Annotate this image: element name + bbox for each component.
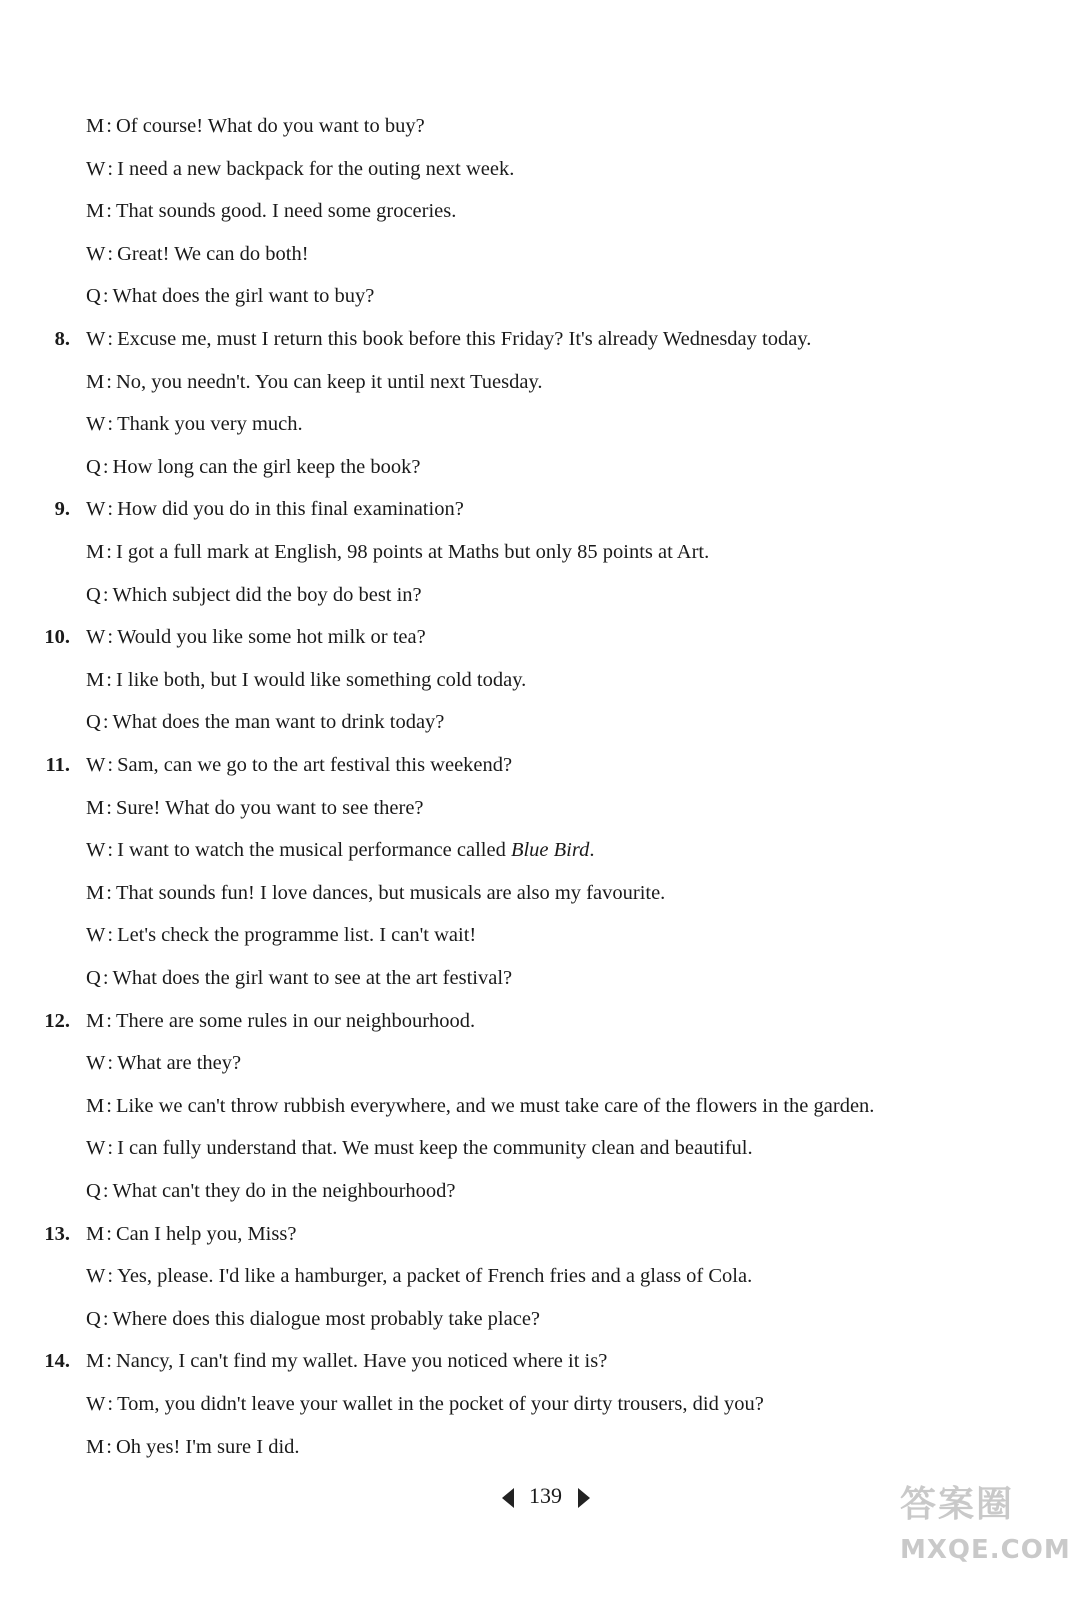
- watermark-logo: [900, 1480, 1085, 1590]
- speaker-line: [86, 1384, 764, 1424]
- utterance-text: That sounds fun! I love dances, but musicals are also my favourite.: [115, 881, 666, 904]
- utterance-text: Nancy, I can't find my wallet. Have you noticed where it is?: [115, 1350, 608, 1373]
- speaker-colon: :: [106, 881, 112, 904]
- dialogue-line: [0, 191, 1040, 231]
- speaker-line: [86, 1256, 752, 1296]
- speaker-line: [86, 575, 422, 615]
- utterance-text: What can't they do in the neighbourhood?: [112, 1180, 456, 1202]
- dialogue-line: [0, 1341, 1040, 1381]
- dialogue-line: [0, 1171, 1040, 1211]
- speaker-colon: :: [106, 200, 112, 223]
- utterance-text: How long can the girl keep the book?: [112, 455, 421, 478]
- speaker-line: [86, 830, 594, 870]
- utterance-end: .: [589, 839, 595, 862]
- utterance-text: How did you do in this final examination?: [117, 498, 464, 521]
- dialogue-line: [0, 702, 1040, 742]
- speaker-label: M: [86, 1094, 105, 1117]
- utterance-text: That sounds good. I need some groceries.: [115, 200, 457, 223]
- speaker-colon: :: [106, 1350, 112, 1373]
- speaker-label: Q: [86, 1180, 101, 1202]
- speaker-label: M: [86, 541, 105, 563]
- speaker-colon: :: [106, 370, 112, 393]
- speaker-line: [86, 532, 709, 572]
- dialogue-line: [0, 489, 1040, 529]
- dialogue-line: [0, 149, 1040, 189]
- dialogue-line: [0, 1001, 1040, 1041]
- utterance-text: Let's check the programme list. I can't wait!: [117, 924, 477, 947]
- dialogue-line: [0, 276, 1040, 316]
- speaker-label: W: [86, 924, 106, 947]
- utterance-text: There are some rules in our neighbourhood.: [115, 1009, 476, 1032]
- question-number: 9.: [54, 498, 70, 521]
- speaker-line: [86, 1171, 456, 1211]
- dialogue-line: [0, 788, 1040, 828]
- speaker-line: [86, 404, 303, 444]
- speaker-line: [86, 234, 309, 274]
- speaker-label: Q: [86, 711, 101, 734]
- dialogue-line: [0, 1043, 1040, 1083]
- utterance-text: Yes, please. I'd like a hamburger, a packet of French fries and a glass of Cola.: [117, 1265, 753, 1288]
- utterance-text: Sure! What do you want to see there?: [115, 796, 424, 819]
- dialogue-line: [0, 958, 1040, 998]
- speaker-label: M: [86, 1222, 105, 1245]
- speaker-label: W: [86, 1265, 106, 1288]
- speaker-label: W: [86, 413, 106, 436]
- speaker-colon: :: [107, 498, 114, 521]
- speaker-line: [86, 617, 426, 657]
- speaker-colon: :: [107, 328, 114, 350]
- utterance-text: Where does this dialogue most probably take place?: [112, 1307, 541, 1330]
- triangle-right-icon: [578, 1488, 590, 1508]
- speaker-label: M: [86, 1350, 105, 1373]
- utterance-text: What does the girl want to buy?: [112, 285, 375, 308]
- speaker-label: M: [86, 200, 105, 223]
- dialogue-line: [0, 447, 1040, 487]
- speaker-colon: :: [106, 668, 112, 691]
- utterance-text: I need a new backpack for the outing next week.: [117, 157, 515, 180]
- watermark-bottom-text: MXQE.COM: [900, 1535, 1071, 1565]
- speaker-line: [86, 915, 476, 955]
- utterance-text: Sam, can we go to the art festival this weekend?: [117, 754, 513, 776]
- speaker-colon: :: [107, 839, 114, 862]
- utterance-text: What does the girl want to see at the art festival?: [112, 967, 513, 989]
- speaker-label: W: [86, 754, 106, 776]
- speaker-line: [86, 702, 444, 742]
- speaker-label: Q: [86, 1307, 101, 1330]
- speaker-line: [86, 1341, 607, 1381]
- triangle-left-icon: [502, 1488, 514, 1508]
- dialogue-line: [0, 1214, 1040, 1254]
- speaker-label: M: [86, 796, 105, 819]
- utterance-text: I want to watch the musical performance called: [117, 839, 511, 862]
- question-number: 11.: [45, 754, 70, 776]
- utterance-text: Oh yes! I'm sure I did.: [115, 1435, 300, 1458]
- question-number: 13.: [44, 1222, 70, 1245]
- speaker-label: W: [86, 328, 106, 350]
- dialogue-line: [0, 617, 1040, 657]
- speaker-label: M: [86, 115, 105, 137]
- speaker-line: [86, 788, 424, 828]
- utterance-text: Can I help you, Miss?: [115, 1222, 297, 1245]
- question-number: 12.: [44, 1009, 70, 1032]
- speaker-line: [86, 660, 526, 700]
- speaker-label: Q: [86, 583, 101, 606]
- page-number: 139: [529, 1483, 562, 1508]
- dialogue-line: [0, 362, 1040, 402]
- dialogue-line: [0, 873, 1040, 913]
- utterance-text: I like both, but I would like something cold today.: [115, 668, 527, 691]
- speaker-line: [86, 873, 665, 913]
- speaker-colon: :: [106, 1009, 112, 1032]
- dialogue-line: [0, 1128, 1040, 1168]
- utterance-text: Would you like some hot milk or tea?: [117, 626, 426, 649]
- speaker-line: [86, 149, 514, 189]
- speaker-colon: :: [107, 1393, 114, 1415]
- speaker-line: [86, 1299, 540, 1339]
- speaker-colon: :: [102, 455, 109, 478]
- speaker-colon: :: [107, 242, 114, 265]
- dialogue-line: [0, 106, 1040, 146]
- speaker-line: [86, 447, 421, 487]
- speaker-colon: :: [102, 583, 109, 606]
- speaker-line: [86, 1001, 475, 1041]
- dialogue-line: [0, 1299, 1040, 1339]
- speaker-colon: :: [107, 1052, 114, 1075]
- utterance-text: Of course! What do you want to buy?: [115, 115, 425, 137]
- speaker-label: Q: [86, 967, 101, 989]
- dialogue-line: [0, 575, 1040, 615]
- speaker-label: M: [86, 668, 105, 691]
- speaker-colon: :: [107, 1137, 114, 1160]
- dialogue-line: [0, 532, 1040, 572]
- speaker-colon: :: [102, 711, 109, 734]
- speaker-line: [86, 191, 456, 231]
- speaker-line: [86, 745, 512, 785]
- speaker-colon: :: [106, 1222, 112, 1245]
- speaker-line: [86, 362, 543, 402]
- dialogue-line: [0, 234, 1040, 274]
- speaker-label: W: [86, 242, 106, 265]
- speaker-label: W: [86, 1137, 106, 1160]
- watermark-top-text: 答案圈: [900, 1484, 1015, 1525]
- utterance-text: Excuse me, must I return this book before this Friday? It's already Wednesday today.: [117, 328, 812, 350]
- speaker-line: [86, 276, 374, 316]
- speaker-colon: :: [107, 1265, 114, 1288]
- speaker-colon: :: [107, 626, 114, 649]
- speaker-line: [86, 1214, 296, 1254]
- speaker-label: W: [86, 626, 106, 649]
- speaker-colon: :: [102, 1307, 109, 1330]
- speaker-line: [86, 1128, 753, 1168]
- speaker-line: [86, 1043, 241, 1083]
- utterance-text: I got a full mark at English, 98 points at Maths but only 85 points at Art.: [115, 541, 710, 563]
- question-number: 10.: [44, 626, 70, 649]
- speaker-colon: :: [107, 157, 114, 180]
- speaker-line: [86, 106, 425, 146]
- utterance-text: What does the man want to drink today?: [112, 711, 445, 734]
- speaker-line: [86, 1086, 874, 1126]
- speaker-line: [86, 958, 512, 998]
- dialogue-line: [0, 1427, 1040, 1467]
- speaker-label: M: [86, 1009, 105, 1032]
- speaker-label: Q: [86, 285, 101, 308]
- dialogue-line: [0, 745, 1040, 785]
- speaker-colon: :: [106, 541, 112, 563]
- speaker-colon: :: [106, 796, 112, 819]
- question-number: 8.: [54, 328, 70, 350]
- dialogue-line: [0, 830, 1040, 870]
- speaker-colon: :: [106, 1435, 112, 1458]
- speaker-line: [86, 319, 811, 359]
- speaker-label: M: [86, 370, 105, 393]
- speaker-colon: :: [102, 1180, 109, 1202]
- speaker-label: W: [86, 498, 106, 521]
- speaker-line: [86, 1427, 300, 1467]
- utterance-text: Tom, you didn't leave your wallet in the pocket of your dirty trousers, did you?: [117, 1393, 764, 1415]
- speaker-colon: :: [107, 754, 114, 776]
- speaker-colon: :: [106, 1094, 112, 1117]
- speaker-colon: :: [102, 285, 109, 308]
- speaker-line: [86, 489, 464, 529]
- dialogue-line: [0, 404, 1040, 444]
- speaker-colon: :: [106, 115, 112, 137]
- speaker-colon: :: [107, 924, 114, 947]
- speaker-label: W: [86, 1052, 106, 1075]
- utterance-text: Great! We can do both!: [117, 242, 309, 265]
- dialogue-line: [0, 319, 1040, 359]
- speaker-colon: :: [107, 413, 114, 436]
- speaker-label: W: [86, 839, 106, 862]
- italic-title: Blue Bird: [510, 839, 590, 862]
- question-number: 14.: [44, 1350, 70, 1373]
- dialogue-line: [0, 660, 1040, 700]
- utterance-text: Like we can't throw rubbish everywhere, and we must take care of the flowers in the garden.: [115, 1094, 875, 1117]
- utterance-text: I can fully understand that. We must keep the community clean and beautiful.: [117, 1137, 753, 1160]
- dialogue-line: [0, 1384, 1040, 1424]
- speaker-label: M: [86, 1435, 105, 1458]
- speaker-label: W: [86, 1393, 106, 1415]
- speaker-label: M: [86, 881, 105, 904]
- utterance-text: Which subject did the boy do best in?: [112, 583, 422, 606]
- speaker-label: W: [86, 157, 106, 180]
- speaker-colon: :: [102, 967, 109, 989]
- utterance-text: Thank you very much.: [117, 413, 303, 436]
- utterance-text: No, you needn't. You can keep it until next Tuesday.: [115, 370, 543, 393]
- dialogue-line: [0, 1086, 1040, 1126]
- dialogue-line: [0, 915, 1040, 955]
- utterance-text: What are they?: [117, 1052, 242, 1075]
- speaker-label: Q: [86, 455, 101, 478]
- dialogue-line: [0, 1256, 1040, 1296]
